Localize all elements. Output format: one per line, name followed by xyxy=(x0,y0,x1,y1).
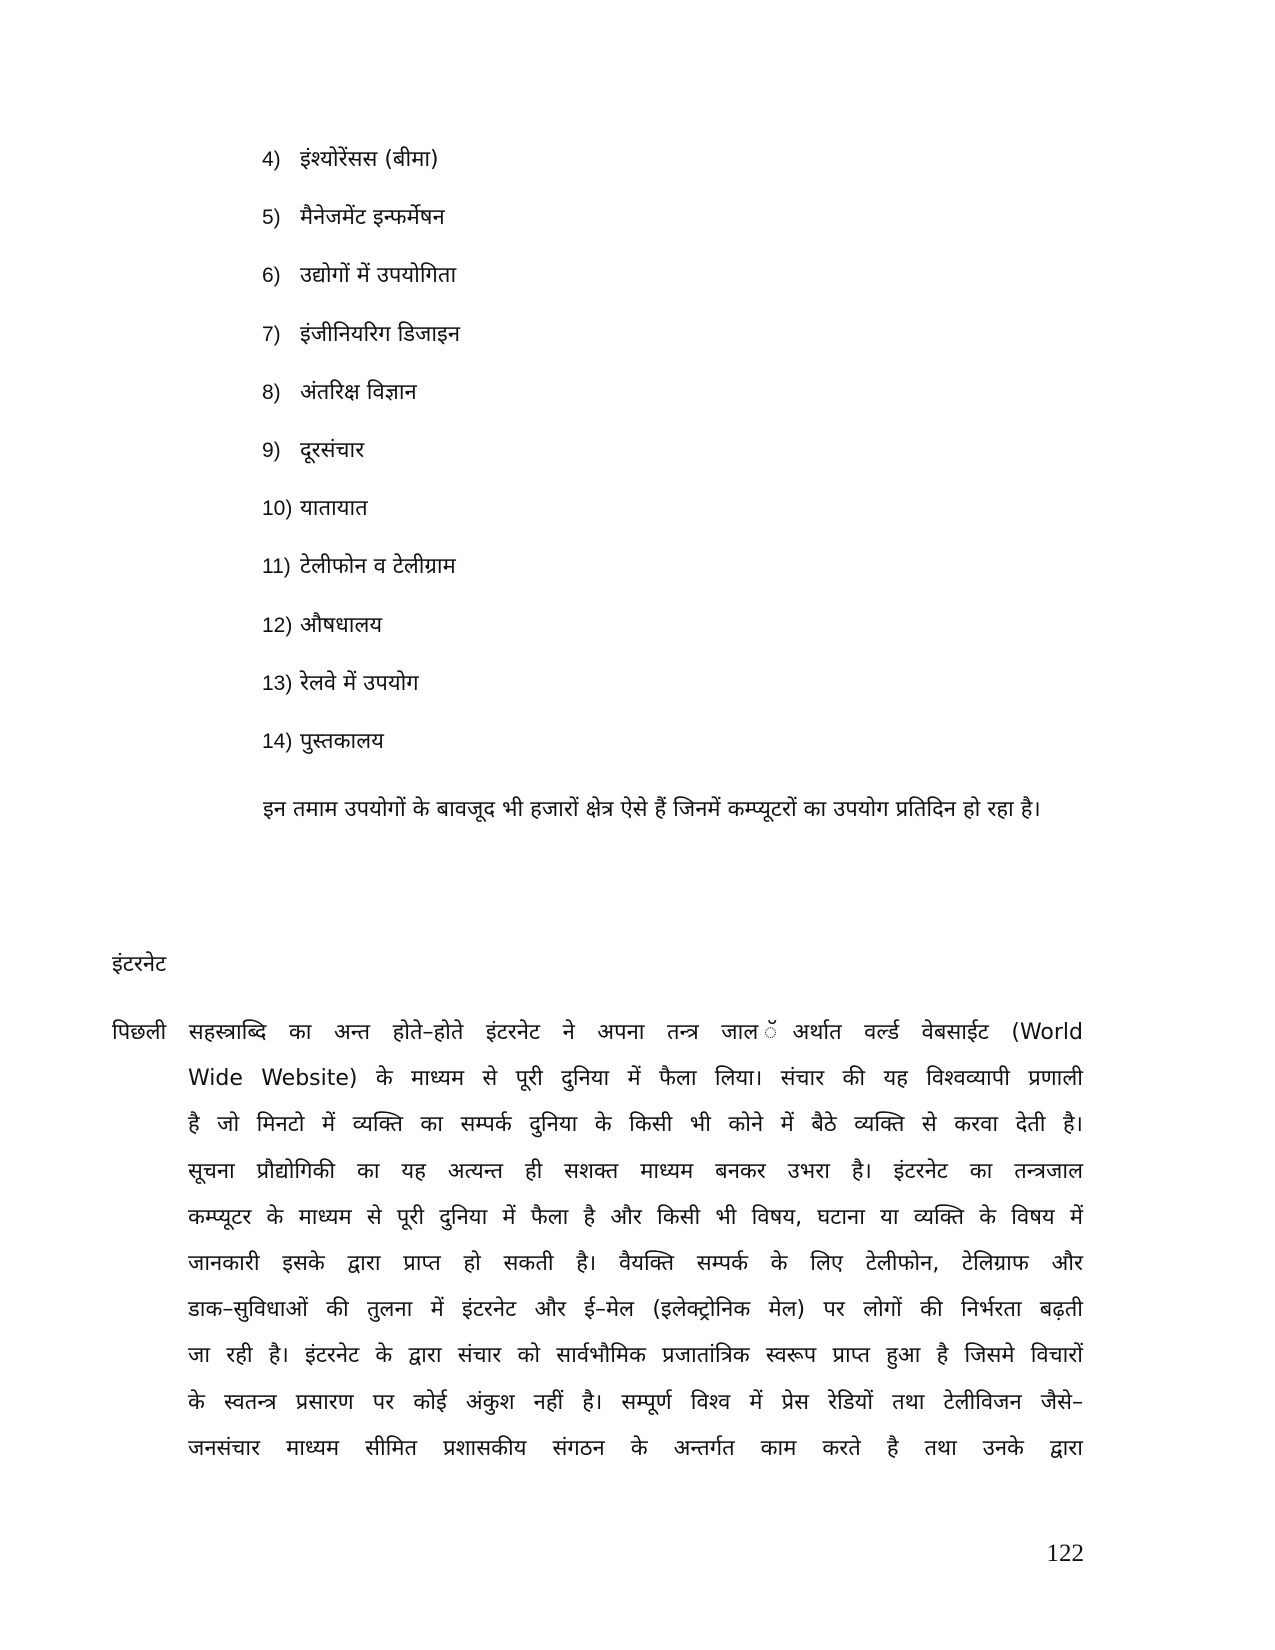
list-item-text: पुस्तकालय xyxy=(300,728,384,754)
paragraph-line: सूचना प्रौद्योगिकी का यह अत्यन्त ही सशक्त माध्यम बनकर उभरा है। इंटरनेट का तन्त्रजाल xyxy=(188,1158,1083,1184)
list-item-text: उद्योगों में उपयोगिता xyxy=(300,263,457,289)
list-item xyxy=(262,611,460,669)
paragraph-line: पिछली सहस्त्राब्दि का अन्त होते–होते इंटरनेट ने अपना तन्त्र जाल ॅअर्थात वर्ल्ड वेबसाईट (World xyxy=(112,1020,1083,1045)
list-item-number: 4) xyxy=(262,148,281,171)
paragraph-line: है जो मिनटो में व्यक्ति का सम्पर्क दुनिया के किसी भी कोने में बैठे व्यक्ति से करवा देती है। xyxy=(188,1112,1083,1138)
list-item-text: टेलीफोन व टेलीग्राम xyxy=(300,554,456,580)
list-item xyxy=(262,669,460,727)
list-item-number: 5) xyxy=(262,206,281,230)
paragraph-line: जनसंचार माध्यम सीमित प्रशासकीय संगठन के अन्तर्गत काम करते है तथा उनके द्वारा xyxy=(188,1435,1083,1461)
paragraph-line: जा रही है। इंटरनेट के द्वारा संचार को सार्वभौमिक प्रजातांत्रिक स्वरूप प्राप्त हुआ है जिसमे विचारों xyxy=(188,1343,1083,1369)
list-item-number: 6) xyxy=(262,264,281,288)
list-item-number: 12) xyxy=(262,613,293,637)
applications-list xyxy=(262,145,460,785)
page-number: 122 xyxy=(1046,1540,1084,1567)
list-item-number: 7) xyxy=(262,322,281,346)
list-item xyxy=(262,203,460,261)
list-item-text: रेलवे में उपयोग xyxy=(300,670,419,696)
closing-paragraph: इन तमाम उपयोगों के बावजूद भी हजारों क्षेत्र ऐसे हैं जिनमें कम्प्यूटरों का उपयोग प्रतिदिन हो रहा है। xyxy=(263,797,1041,822)
paragraph-line: के स्वतन्त्र प्रसारण पर कोई अंकुश नहीं है। सम्पूर्ण विश्व में प्रेस रेडियों तथा टेलीविजन जैसे– xyxy=(188,1389,1083,1415)
list-item xyxy=(262,261,460,319)
section-heading: इंटरनेट xyxy=(112,952,167,977)
list-item xyxy=(262,320,460,378)
list-item xyxy=(262,378,460,436)
list-item-text: अंतरिक्ष विज्ञान xyxy=(300,379,417,405)
list-item-text: मैनेजमेंट इन्फर्मेषन xyxy=(300,205,445,231)
list-item-number: 8) xyxy=(262,380,281,404)
list-item-number: 9) xyxy=(262,438,281,462)
list-item xyxy=(262,494,460,552)
list-item-number: 10) xyxy=(262,497,293,521)
list-item-text: इंश्योरेंसस (बीमा) xyxy=(300,147,439,172)
paragraph-line: जानकारी इसके द्वारा प्राप्त हो सकती है। वैयक्ति सम्पर्क के लिए टेलीफोन, टेलिग्राफ और xyxy=(188,1251,1083,1277)
list-item-text: यातायात xyxy=(300,496,368,522)
internet-paragraph xyxy=(112,1010,1083,1472)
list-item-text: औषधालय xyxy=(300,612,383,638)
paragraph-line: Wide Website) के माध्यम से पूरी दुनिया में फैला लिया। संचार की यह विश्वव्यापी प्रणाली xyxy=(188,1066,1083,1092)
paragraph-line: कम्प्यूटर के माध्यम से पूरी दुनिया में फैला है और किसी भी विषय, घटाना या व्यक्ति के विषय में xyxy=(188,1204,1083,1230)
list-item xyxy=(262,552,460,610)
list-item-number: 14) xyxy=(262,729,293,753)
paragraph-line: डाक–सुविधाओं की तुलना में इंटरनेट और ई–मेल (इलेक्ट्रोनिक मेल) पर लोगों की निर्भरता बढ़ती xyxy=(188,1297,1083,1323)
list-item-number: 13) xyxy=(262,671,293,695)
list-item-number: 11) xyxy=(262,555,291,579)
list-item xyxy=(262,436,460,494)
list-item-text: दूरसंचार xyxy=(300,437,365,463)
list-item-text: इंजीनियरिग डिजाइन xyxy=(300,321,461,347)
list-item xyxy=(262,727,460,785)
list-item xyxy=(262,145,460,203)
